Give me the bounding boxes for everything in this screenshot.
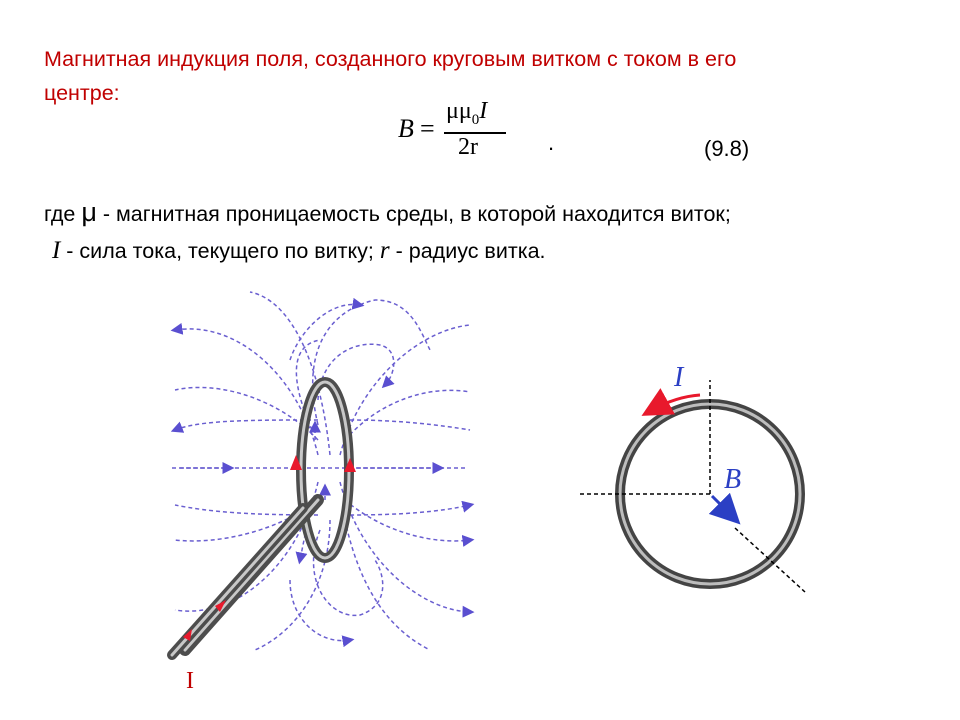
description-line-2: I - сила тока, текущего по витку; r - радиус витка.: [52, 237, 546, 264]
description-line-1: где μ - магнитная проницаемость среды, в которой находится виток;: [44, 197, 731, 227]
ring-current-label: I: [674, 362, 684, 393]
formula-equals: =: [420, 114, 435, 143]
formula-denominator: 2r: [458, 134, 478, 160]
wire-current-label: I: [186, 668, 194, 694]
wire-loop: [172, 382, 349, 655]
heading-line-1: Магнитная индукция поля, созданного круговым витком с током в его: [44, 47, 737, 71]
formula-numerator: [446, 98, 487, 129]
equation-number: (9.8): [704, 136, 750, 161]
numerator-mu: μμ: [446, 98, 472, 124]
magnetic-field-lines: [172, 292, 470, 650]
current-symbol: I: [52, 237, 61, 264]
heading-line-2: центре:: [44, 81, 120, 105]
field-label: B: [724, 464, 742, 495]
formula-dot: .: [548, 130, 555, 155]
circular-turn-figure: [575, 355, 815, 600]
formula-lhs: B: [398, 114, 414, 143]
numerator-current: I: [479, 98, 488, 124]
numerator-subscript: 0: [471, 111, 480, 128]
radius-symbol: r: [379, 237, 390, 264]
mu-symbol: μ: [81, 197, 97, 227]
formula-9-8: [398, 100, 513, 164]
loop-field-lines-figure: [160, 285, 490, 695]
field-vector-arrow: [712, 496, 732, 516]
